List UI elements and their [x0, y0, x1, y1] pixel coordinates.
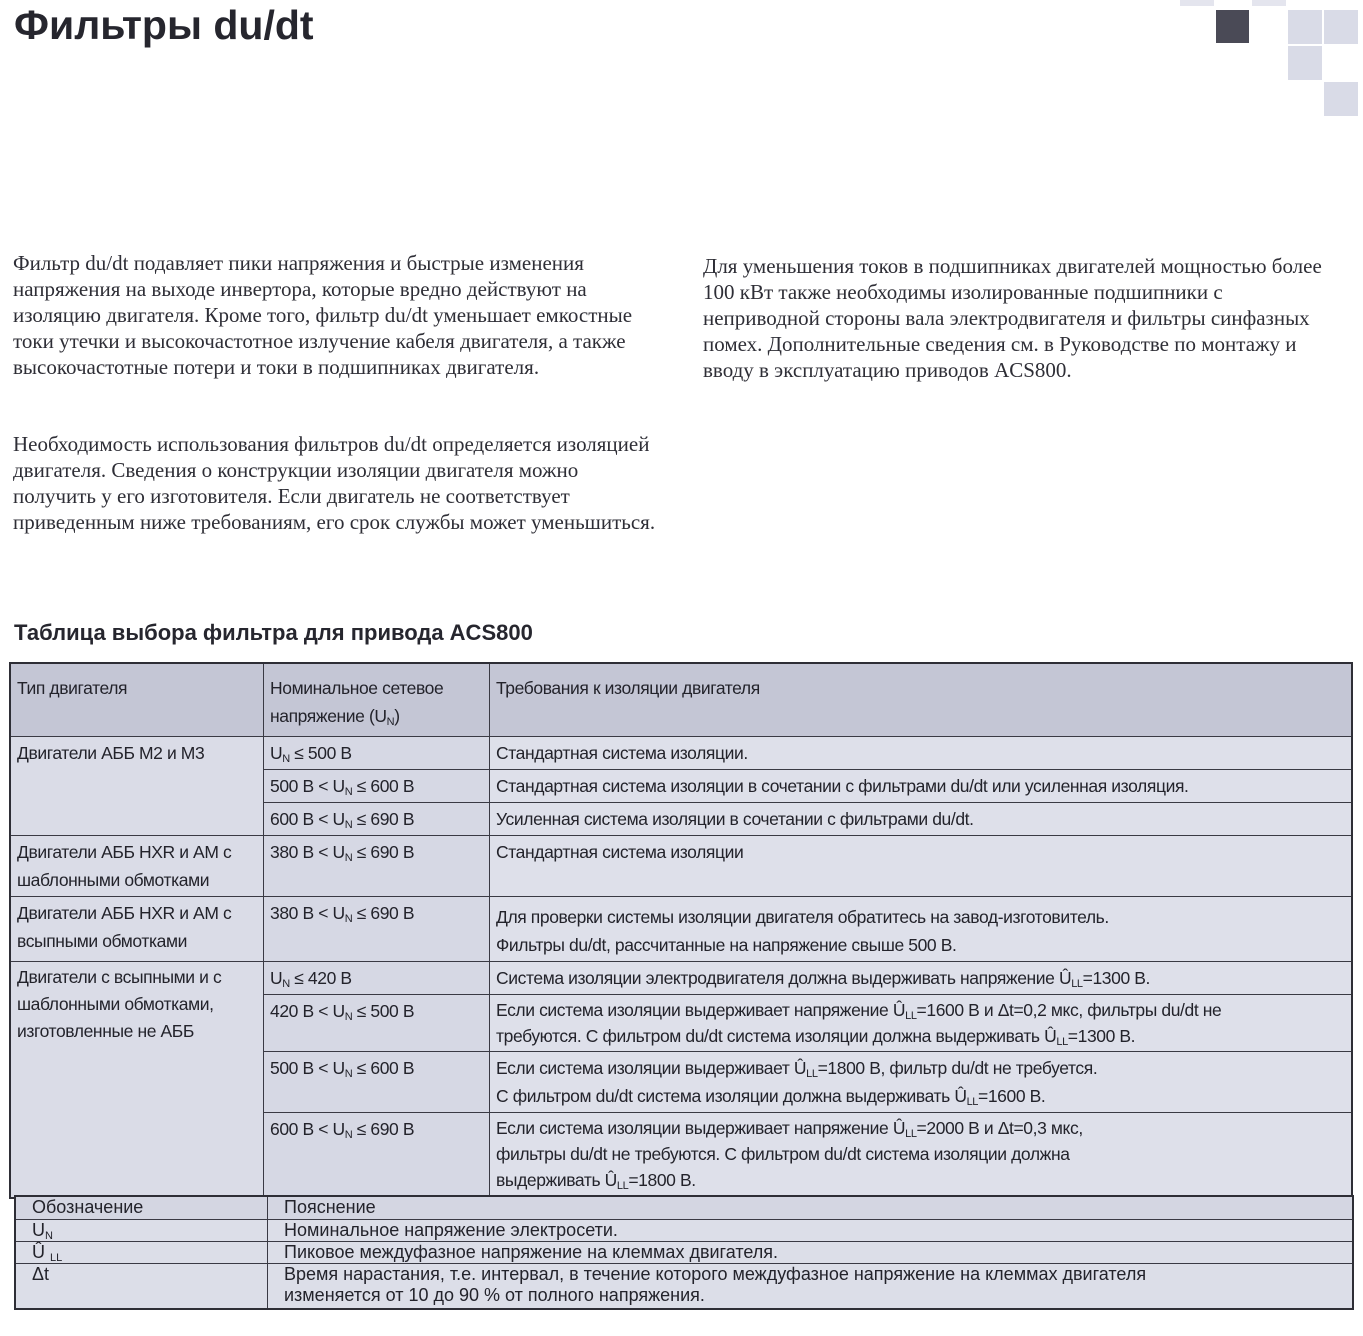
header-voltage-line1: Номинальное сетевое	[270, 678, 444, 698]
header-voltage-line2: напряжение (U	[270, 706, 387, 726]
requirement-sub: LL	[966, 1096, 979, 1108]
requirement-cell	[490, 1052, 1353, 1113]
requirement-text: =1800 В.	[628, 1170, 696, 1190]
header-voltage-sub: N	[386, 716, 395, 728]
motor-type-cell: Двигатели с всыпными и с шаблонными обмотками, изготовленные не АББ	[10, 962, 264, 1199]
requirement-text: =1600 В.	[978, 1086, 1046, 1106]
requirement-sub: LL	[616, 1180, 629, 1192]
requirement-text: =1800 В, фильтр du/dt не требуется.	[817, 1058, 1098, 1078]
table-row	[10, 897, 1352, 962]
voltage-cell	[264, 1113, 490, 1199]
table-row	[10, 836, 1352, 897]
voltage-post: ≤ 600 В	[352, 1058, 415, 1078]
legend-symbol	[15, 1264, 268, 1310]
table-row	[10, 737, 1352, 770]
voltage-pre: U	[270, 743, 283, 763]
voltage-sub: N	[344, 1011, 353, 1023]
voltage-sub: N	[344, 1129, 353, 1141]
voltage-cell	[264, 737, 490, 770]
requirement-text: С фильтром du/dt система изоляции должна выдерживать Û	[496, 1086, 967, 1106]
voltage-post: ≤ 600 В	[352, 776, 415, 796]
requirement-line: Фильтры du/dt, рассчитанные на напряжение свыше 500 В.	[496, 935, 957, 955]
legend-header-row	[15, 1196, 1353, 1220]
voltage-post: ≤ 690 В	[352, 1119, 415, 1139]
decor-square	[1288, 46, 1322, 80]
voltage-pre: 600 В < U	[270, 809, 345, 829]
voltage-cell	[264, 897, 490, 962]
voltage-sub: N	[344, 852, 353, 864]
voltage-post: ≤ 500 В	[289, 743, 352, 763]
requirement-sub: LL	[1071, 978, 1083, 990]
header-motor-type: Тип двигателя	[10, 663, 264, 737]
requirement-cell	[490, 897, 1353, 962]
decor-square	[1252, 0, 1286, 6]
voltage-cell	[264, 962, 490, 995]
requirement-text: Если система изоляции выдерживает напряжение Û	[496, 1000, 906, 1020]
decor-square	[1324, 10, 1358, 44]
voltage-pre: 420 В < U	[270, 1001, 345, 1021]
decor-square	[1180, 0, 1214, 6]
legend-explanation: Номинальное напряжение электросети.	[268, 1220, 1354, 1242]
selection-table-title: Таблица выбора фильтра для привода ACS800	[14, 620, 533, 645]
symbol-legend-table	[14, 1195, 1354, 1310]
voltage-cell	[264, 995, 490, 1052]
decor-square	[1288, 10, 1322, 44]
voltage-sub: N	[344, 1068, 353, 1080]
voltage-pre: U	[270, 968, 283, 988]
requirement-text: =2000 В и Δt=0,3 мкс,	[916, 1118, 1083, 1138]
voltage-sub: N	[282, 978, 290, 990]
header-nominal-voltage	[264, 663, 490, 737]
filter-selection-table	[9, 662, 1353, 1199]
legend-row	[15, 1220, 1353, 1242]
requirement-text: =1600 В и Δt=0,2 мкс, фильтры du/dt не требуются. С фильтром du/dt система изоляции должна выдерживать Û	[496, 1000, 1222, 1046]
legend-explanation: Пиковое междуфазное напряжение на клеммах двигателя.	[268, 1242, 1354, 1264]
requirement-line: Для проверки системы изоляции двигателя обратитесь на завод-изготовитель.	[496, 907, 1109, 927]
motor-type-cell: Двигатели АББ HXR и АМ с всыпными обмотками	[10, 897, 264, 962]
voltage-cell	[264, 770, 490, 803]
requirement-sub: LL	[806, 1068, 818, 1080]
table-header-row	[10, 663, 1352, 737]
voltage-cell	[264, 803, 490, 836]
requirement-sub: LL	[905, 1010, 917, 1022]
legend-symbol	[15, 1220, 268, 1242]
voltage-cell	[264, 836, 490, 897]
requirement-cell: Стандартная система изоляции.	[490, 737, 1353, 770]
voltage-post: ≤ 500 В	[352, 1001, 415, 1021]
requirement-cell	[490, 962, 1353, 995]
intro-paragraph: Фильтр du/dt подавляет пики напряжения и быстрые изменения напряжения на выходе инвертора, которые вредно действуют на изоляцию двигателя. Кроме того, фильтр du/dt уменьшает емкостные токи утечки и высокочастотное излучение кабеля двигателя, а также высокочастотные потери и токи в подшипниках двигателя.	[13, 251, 633, 379]
legend-header-symbol: Обозначение	[15, 1196, 268, 1220]
voltage-post: ≤ 690 В	[352, 842, 415, 862]
page-title: Фильтры du/dt	[14, 2, 314, 48]
symbol-sub: N	[45, 1230, 53, 1242]
legend-row	[15, 1242, 1353, 1264]
requirement-sub: LL	[905, 1128, 917, 1140]
legend-symbol	[15, 1242, 268, 1264]
requirement-text: фильтры du/dt не требуются. С фильтром du/dt система изоляции должна	[496, 1144, 1070, 1164]
voltage-sub: N	[282, 753, 290, 765]
requirement-cell: Стандартная система изоляции в сочетании с фильтрами du/dt или усиленная изоляция.	[490, 770, 1353, 803]
voltage-pre: 600 В < U	[270, 1119, 345, 1139]
legend-row	[15, 1264, 1353, 1310]
voltage-sub: N	[344, 913, 353, 925]
voltage-pre: 500 В < U	[270, 776, 345, 796]
requirement-text: Если система изоляции выдерживает напряжение Û	[496, 1118, 906, 1138]
requirement-cell	[490, 1113, 1353, 1199]
symbol-text: Δt	[32, 1264, 50, 1284]
requirement-text: Если система изоляции выдерживает Û	[496, 1058, 807, 1078]
requirement-cell	[490, 995, 1353, 1052]
requirement-text: Система изоляции электродвигателя должна выдерживать напряжение Û	[496, 968, 1072, 988]
voltage-pre: 380 В < U	[270, 842, 345, 862]
bearings-paragraph: Для уменьшения токов в подшипниках двигателей мощностью более 100 кВт также необходимы изолированные подшипники с неприводной стороны вала электродвигателя и фильтры синфазных помех. Дополнительные сведения см. в Руководстве по монтажу и вводу в эксплуатацию приводов ACS800.	[703, 254, 1322, 382]
symbol-text: Û	[32, 1242, 50, 1262]
voltage-sub: N	[344, 786, 353, 798]
voltage-post: ≤ 420 В	[289, 968, 352, 988]
voltage-pre: 500 В < U	[270, 1058, 345, 1078]
insulation-paragraph: Необходимость использования фильтров du/dt определяется изоляцией двигателя. Сведения о конструкции изоляции двигателя можно получить у его изготовителя. Если двигатель не соответствует приведенным ниже требованиям, его срок службы может уменьшиться.	[13, 432, 656, 534]
requirement-cell: Усиленная система изоляции в сочетании с фильтрами du/dt.	[490, 803, 1353, 836]
table-row	[10, 962, 1352, 995]
voltage-pre: 380 В < U	[270, 903, 345, 923]
header-requirements: Требования к изоляции двигателя	[490, 663, 1353, 737]
requirement-sub: LL	[1056, 1036, 1068, 1048]
voltage-post: ≤ 690 В	[352, 809, 415, 829]
requirement-text: выдерживать Û	[496, 1170, 617, 1190]
decor-square	[1216, 10, 1249, 43]
corner-squares-decoration	[1150, 0, 1363, 130]
legend-explanation: Время нарастания, т.е. интервал, в течение которого междуфазное напряжение на клеммах двигателя изменяется от 10 до 90 % от полного напряжения.	[268, 1264, 1354, 1310]
motor-type-cell: Двигатели АББ HXR и АМ с шаблонными обмотками	[10, 836, 264, 897]
symbol-text: U	[32, 1220, 45, 1240]
requirement-cell: Стандартная система изоляции	[490, 836, 1353, 897]
symbol-sub: LL	[50, 1252, 63, 1264]
legend-header-explanation: Пояснение	[268, 1196, 1354, 1220]
requirement-text: =1300 В.	[1067, 1026, 1136, 1046]
requirement-text: =1300 В.	[1082, 968, 1151, 988]
decor-square	[1324, 82, 1358, 116]
motor-type-cell: Двигатели АББ М2 и М3	[10, 737, 264, 836]
voltage-sub: N	[344, 819, 353, 831]
header-voltage-close: )	[394, 706, 400, 726]
voltage-post: ≤ 690 В	[352, 903, 415, 923]
voltage-cell	[264, 1052, 490, 1113]
